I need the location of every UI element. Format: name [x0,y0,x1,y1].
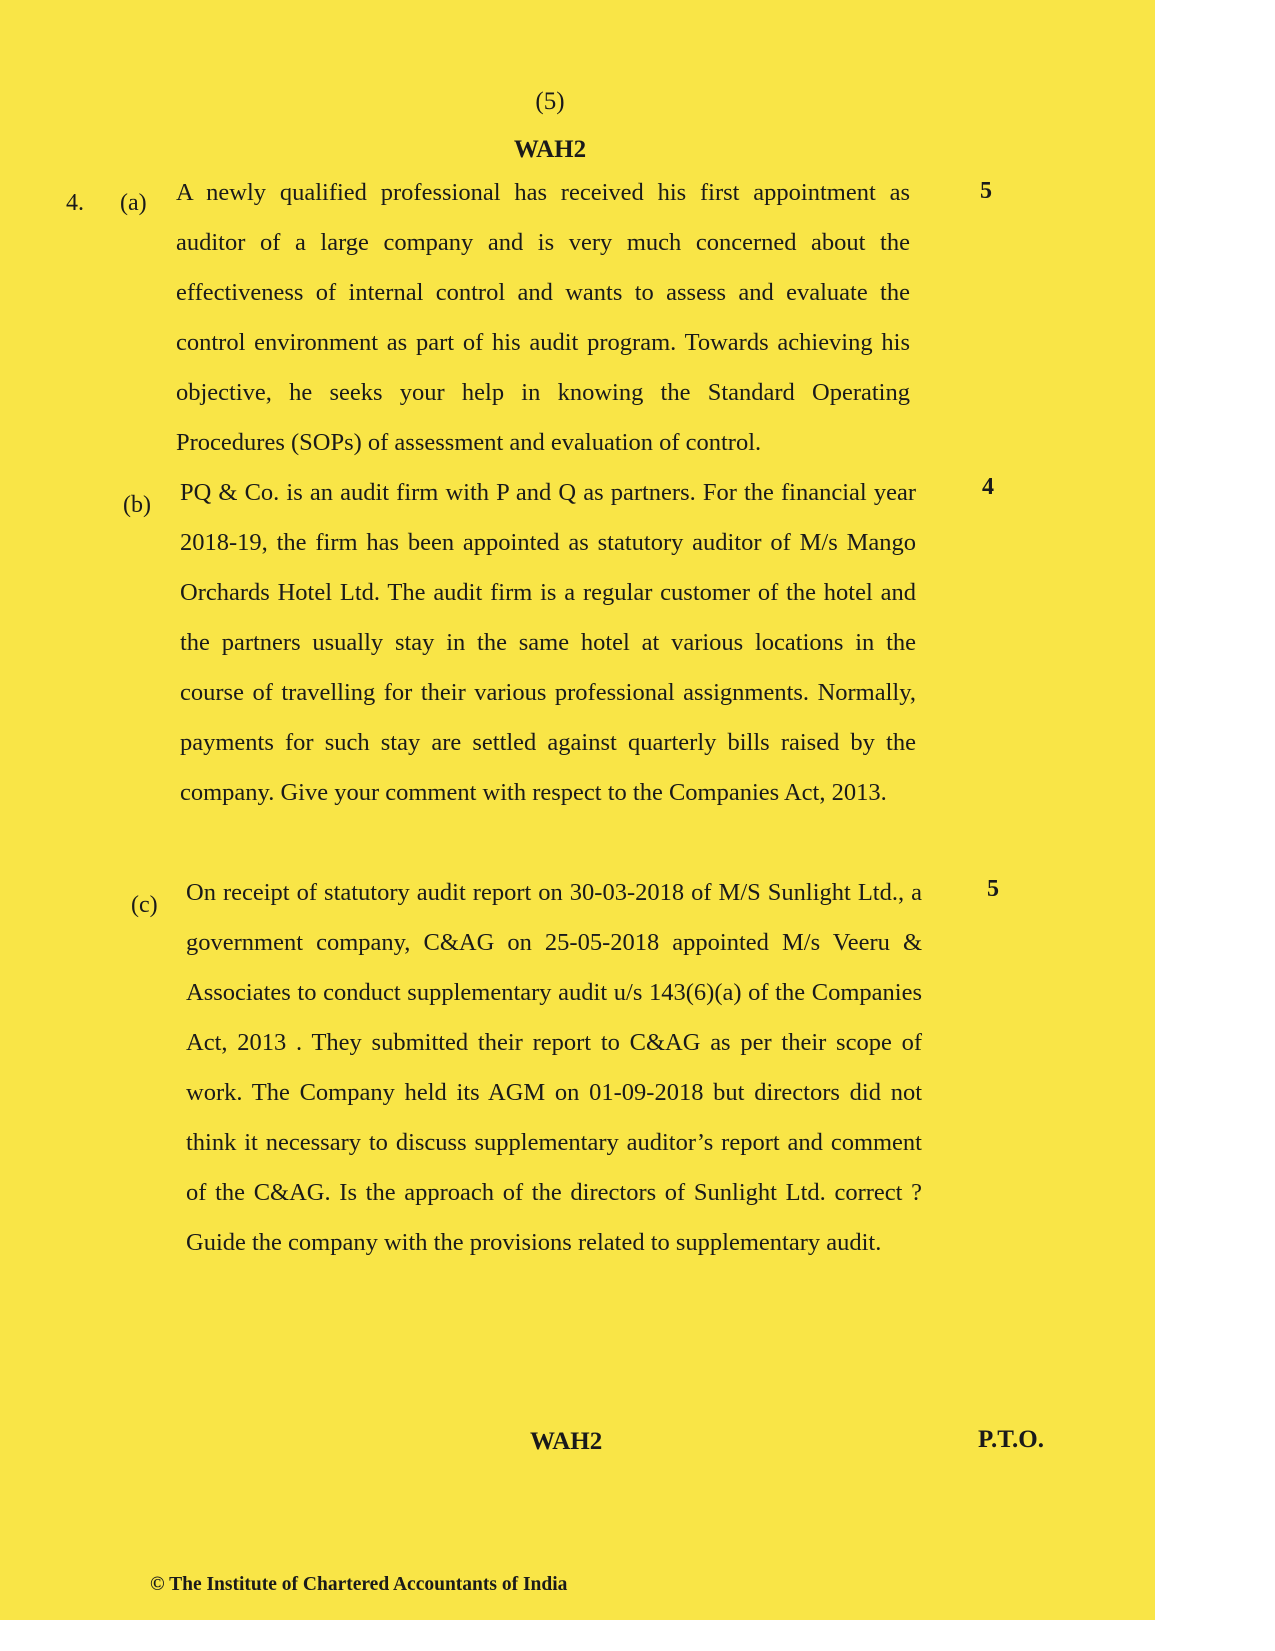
part-label-a: (a) [120,190,147,216]
part-label-c: (c) [131,892,158,918]
part-text-c: On receipt of statutory audit report on 30-03-2018 of M/S Sunlight Ltd., a government company, C&AG on 25-05-2018 appointed M/s Veeru & Associates to conduct supplementary audit u/s 143(6)(a) of the Companies Act, 2013 . They submitted their report to C&AG as per their scope of work. The Company held its AGM on 01-09-2018 but directors did not think it necessary to discuss supplementary auditor’s report and comment of the C&AG. Is the approach of the directors of Sunlight Ltd. correct ? Guide the company with the provisions related to supplementary audit. [186,879,922,1256]
pto-label: P.T.O. [978,1426,1044,1453]
part-label-b: (b) [123,492,151,518]
paper-code-footer: WAH2 [530,1428,603,1455]
question-number: 4. [66,190,84,216]
marks-b: 4 [982,474,994,500]
marks-a: 5 [980,178,992,204]
marks-c: 5 [987,876,999,902]
part-text-b: PQ & Co. is an audit firm with P and Q as partners. For the financial year 2018-19, the firm has been appointed as statutory auditor of M/s Mango Orchards Hotel Ltd. The audit firm is a regular customer of the hotel and the partners usually stay in the same hotel at various locations in the course of travelling for their various professional assignments. Normally, payments for such stay are settled against quarterly bills raised by the company. Give your comment with respect to the Companies Act, 2013. [180,479,916,806]
page-number: (5) [535,88,565,115]
paper-code-header: WAH2 [513,136,587,163]
part-text-a: A newly qualified professional has received his first appointment as auditor of a large company and is very much concerned about the effectiveness of internal control and wants to assess and evaluate the control environment as part of his audit program. Towards achieving his objective, he seeks your help in knowing the Standard Operating Procedures (SOPs) of assessment and evaluation of control. [176,179,910,456]
copyright-footer: © The Institute of Chartered Accountants of India [150,1574,568,1595]
